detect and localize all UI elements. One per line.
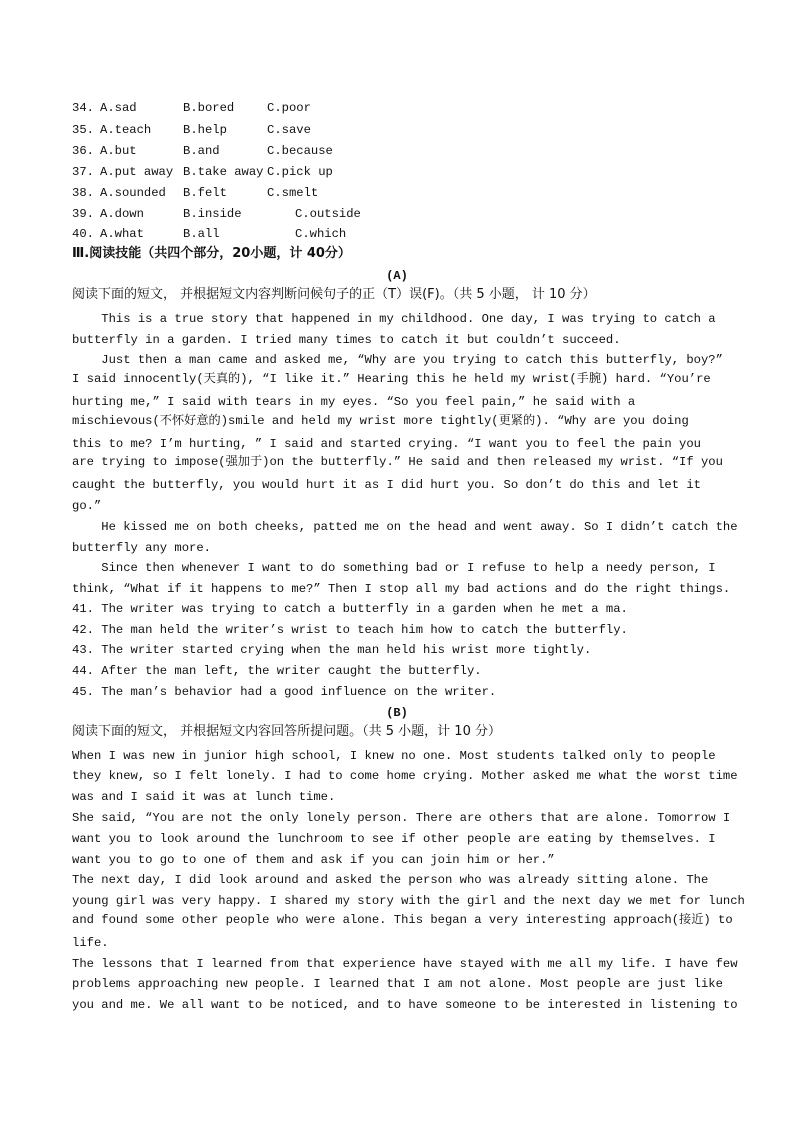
option-a: A.put away xyxy=(100,165,174,179)
option-a: A.what xyxy=(100,227,144,241)
question-item: 44. After the man left, the writer caught the butterfly. xyxy=(72,664,482,678)
passage-line: want you to go to one of them and ask if you can join him or her.” xyxy=(72,853,555,867)
option-row xyxy=(72,122,311,138)
option-c: C.pick up xyxy=(267,165,333,179)
option-b: B.felt xyxy=(183,186,227,200)
option-b: B.all xyxy=(183,227,220,241)
option-row xyxy=(72,226,347,242)
question-number: 37. xyxy=(72,165,94,179)
passage-line: He kissed me on both cheeks, patted me on the head and went away. So I didn’t catch the xyxy=(72,520,738,534)
passage-line: The lessons that I learned from that experience have stayed with me all my life. I have few xyxy=(72,957,738,971)
passage-line: She said, “You are not the only lonely person. There are others that are alone. Tomorrow I xyxy=(72,811,731,825)
option-a: A.sad xyxy=(100,101,137,115)
passage-line: When I was new in junior high school, I knew no one. Most students talked only to people xyxy=(72,749,716,763)
option-b: B.and xyxy=(183,144,220,158)
passage-line: and found some other people who were alone. This began a very interesting approach(接近) to xyxy=(72,913,733,927)
option-b: B.help xyxy=(183,123,227,137)
question-number: 34. xyxy=(72,101,94,115)
passage-line: they knew, so I felt lonely. I had to come home crying. Mother asked me what the worst time xyxy=(72,769,738,783)
passage-line: you and me. We all want to be noticed, and to have someone to be interested in listening to xyxy=(72,998,738,1012)
passage-line: Since then whenever I want to do something bad or I refuse to help a needy person, I xyxy=(72,561,716,575)
passage-line: The next day, I did look around and asked the person who was already sitting alone. The xyxy=(72,873,709,887)
passage-line: think, “What if it happens to me?” Then I stop all my bad actions and do the right things. xyxy=(72,582,731,596)
passage-line: I said innocently(天真的), “I like it.” Hearing this he held my wrist(手腕) hard. “You’re xyxy=(72,372,711,386)
option-a: A.down xyxy=(100,207,144,221)
question-number: 36. xyxy=(72,144,94,158)
passage-line: are trying to impose(强加于)on the butterfly.” He said and then released my wrist. “If you xyxy=(72,455,723,469)
option-a: A.but xyxy=(100,144,137,158)
option-row xyxy=(72,185,319,201)
option-b: B.inside xyxy=(183,207,242,221)
part-a-label: (A) xyxy=(386,269,408,283)
part-b-instruction: 阅读下面的短文， 并根据短文内容回答所提问题。（共 5 小题，计 10 分） xyxy=(72,724,501,739)
option-c: C.because xyxy=(267,144,333,158)
option-row xyxy=(72,143,333,159)
passage-line: This is a true story that happened in my childhood. One day, I was trying to catch a xyxy=(72,312,716,326)
passage-line: this to me? I’m hurting, ” I said and started crying. “I want you to feel the pain you xyxy=(72,437,701,451)
option-b: B.bored xyxy=(183,101,235,115)
question-number: 38. xyxy=(72,186,94,200)
passage-line: life. xyxy=(72,936,109,950)
question-item: 45. The man’s behavior had a good influence on the writer. xyxy=(72,685,497,699)
passage-line: problems approaching new people. I learned that I am not alone. Most people are just like xyxy=(72,977,723,991)
question-item: 41. The writer was trying to catch a butterfly in a garden when he met a ma. xyxy=(72,602,628,616)
option-row xyxy=(72,164,333,180)
part-a-instruction: 阅读下面的短文， 并根据短文内容判断问候句子的正（T）误(F)。（共 5 小题， 计 10 分） xyxy=(72,287,596,302)
option-c: C.outside xyxy=(295,207,361,221)
passage-line: butterfly any more. xyxy=(72,541,211,555)
question-item: 42. The man held the writer’s wrist to teach him how to catch the butterfly. xyxy=(72,623,628,637)
option-row xyxy=(72,206,361,222)
option-a: A.teach xyxy=(100,123,152,137)
passage-line: young girl was very happy. I shared my story with the girl and the next day we met for lunch xyxy=(72,894,745,908)
option-c: C.poor xyxy=(267,101,311,115)
passage-line: was and I said it was at lunch time. xyxy=(72,790,336,804)
option-c: C.save xyxy=(267,123,311,137)
question-number: 35. xyxy=(72,123,94,137)
option-a: A.sounded xyxy=(100,186,166,200)
passage-line: Just then a man came and asked me, “Why are you trying to catch this butterfly, boy?” xyxy=(72,353,723,367)
passage-line: mischievous(不怀好意的)smile and held my wrist more tightly(更紧的). “Why are you doing xyxy=(72,414,689,428)
option-c: C.which xyxy=(295,227,347,241)
option-b: B.take away xyxy=(183,165,264,179)
question-item: 43. The writer started crying when the man held his wrist more tightly. xyxy=(72,643,592,657)
passage-line: caught the butterfly, you would hurt it as I did hurt you. So don’t do this and let it xyxy=(72,478,701,492)
passage-line: want you to look around the lunchroom to see if other people are eating by themselves. I xyxy=(72,832,716,846)
question-number: 39. xyxy=(72,207,94,221)
option-c: C.smelt xyxy=(267,186,319,200)
passage-line: butterfly in a garden. I tried many times to catch it but couldn’t succeed. xyxy=(72,333,621,347)
part-b-label: (B) xyxy=(386,706,408,720)
option-row xyxy=(72,100,311,116)
section-heading: Ⅲ.阅读技能（共四个部分，20小题，计 40分） xyxy=(72,246,351,261)
passage-line: hurting me,” I said with tears in my eyes. “So you feel pain,” he said with a xyxy=(72,395,636,409)
question-number: 40. xyxy=(72,227,94,241)
passage-line: go.” xyxy=(72,499,102,513)
